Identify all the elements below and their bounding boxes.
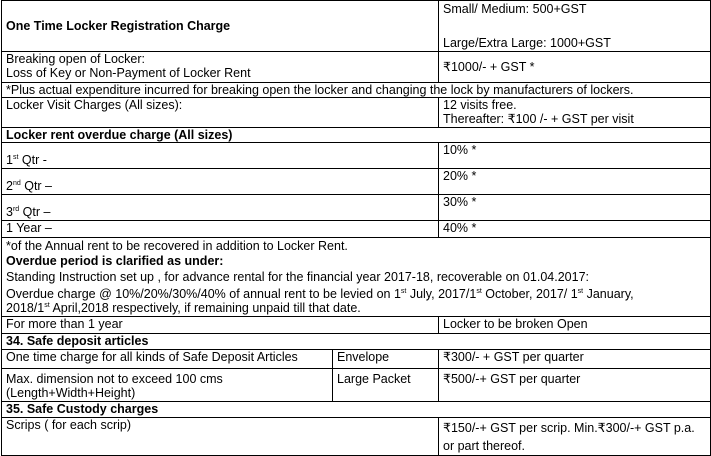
visit-line1: 12 visits free.	[443, 98, 517, 112]
custody-line1: ₹150/-+ GST per scrip. Min.₹300/-+ GST p.a.	[443, 420, 695, 435]
overdue-row	[2, 195, 711, 221]
breaking-note-row	[2, 83, 711, 98]
overdue-num: 1	[6, 153, 13, 167]
overdue-value: 10% *	[439, 143, 711, 169]
safe-deposit-value: ₹300/- + GST per quarter	[439, 349, 711, 368]
overdue-value: 30% *	[439, 195, 711, 221]
registration-row	[2, 1, 711, 52]
safe-deposit-label: One time charge for all kinds of Safe Deposit Articles	[2, 349, 333, 368]
safe-deposit-heading: 34. Safe deposit articles	[2, 333, 711, 349]
safe-deposit-type: Envelope	[333, 349, 439, 368]
overdue-row	[2, 221, 711, 238]
overdue-footnote: *of the Annual rent to be recovered in addition to Locker Rent.	[6, 239, 348, 253]
breaking-note: *Plus actual expenditure incurred for breaking open the locker and changing the lock by manufacturers of lockers.	[2, 83, 711, 98]
breaking-row	[2, 52, 711, 83]
overdue-period	[2, 169, 439, 195]
custody-heading-row	[2, 401, 711, 417]
overdue-period	[2, 221, 439, 238]
overdue-num: 1 Year –	[6, 221, 52, 235]
visit-row	[2, 98, 711, 128]
visit-values	[439, 98, 711, 128]
overdue-row	[2, 143, 711, 169]
safe-deposit-envelope-row	[2, 349, 711, 368]
more-than-year-value: Locker to be broken Open	[439, 316, 711, 333]
overdue-period	[2, 143, 439, 169]
breaking-value: ₹1000/- + GST *	[439, 52, 711, 83]
overdue-period	[2, 195, 439, 221]
safe-deposit-dimension	[2, 368, 333, 401]
clarification-block	[2, 238, 711, 317]
more-than-year-row	[2, 316, 711, 333]
registration-small-medium: Small/ Medium: 500+GST	[443, 2, 587, 16]
dimension-line1: Max. dimension not to exceed 100 cms	[6, 371, 223, 386]
overdue-row	[2, 169, 711, 195]
overdue-rest: Qtr –	[20, 179, 53, 193]
safe-deposit-value: ₹500/-+ GST per quarter	[439, 368, 711, 401]
overdue-sup: st	[12, 153, 19, 161]
custody-label: Scrips ( for each scrip)	[2, 417, 439, 455]
registration-label: One Time Locker Registration Charge	[2, 1, 439, 52]
overdue-heading: Locker rent overdue charge (All sizes)	[2, 128, 711, 143]
visit-label: Locker Visit Charges (All sizes):	[2, 98, 439, 128]
overdue-charge-text-cont: 2018/1st April,2018 respectively, if remaining unpaid till that date.	[6, 301, 361, 315]
overdue-sup: rd	[12, 205, 20, 213]
safe-deposit-packet-row	[2, 368, 711, 401]
overdue-value: 20% *	[439, 169, 711, 195]
overdue-num: 3	[6, 205, 13, 219]
registration-values	[439, 1, 711, 52]
breaking-label	[2, 52, 439, 83]
charges-table	[1, 0, 711, 456]
overdue-charge-text: Overdue charge @ 10%/20%/30%/40% of annual rent to be levied on 1st July, 2017/1st October, 2017/ 1st January,	[6, 286, 634, 301]
dimension-line2: (Length+Width+Height)	[6, 385, 136, 400]
clarified-heading: Overdue period is clarified as under:	[6, 253, 224, 268]
safe-deposit-heading-row	[2, 333, 711, 349]
overdue-heading-row	[2, 128, 711, 143]
custody-heading: 35. Safe Custody charges	[2, 401, 711, 417]
overdue-value: 40% *	[439, 221, 711, 238]
registration-large: Large/Extra Large: 1000+GST	[443, 36, 611, 50]
overdue-rest: Qtr –	[19, 205, 51, 219]
more-than-year-label: For more than 1 year	[2, 316, 439, 333]
safe-deposit-type: Large Packet	[333, 368, 439, 401]
custody-row	[2, 417, 711, 455]
standing-instruction: Standing Instruction set up , for advance rental for the financial year 2017-18, recoverable on 01.04.2017:	[6, 270, 590, 284]
breaking-line2: Loss of Key or Non-Payment of Locker Rent	[6, 66, 251, 80]
charges-document	[1, 0, 710, 456]
breaking-line1: Breaking open of Locker:	[6, 52, 145, 66]
visit-line2: Thereafter: ₹100 /- + GST per visit	[443, 112, 634, 126]
overdue-sup: nd	[12, 179, 21, 187]
custody-line2: or part thereof.	[443, 438, 526, 453]
clarification-row	[2, 238, 711, 317]
custody-value	[439, 417, 711, 455]
overdue-num: 2	[6, 179, 13, 193]
overdue-rest: Qtr -	[18, 153, 47, 167]
